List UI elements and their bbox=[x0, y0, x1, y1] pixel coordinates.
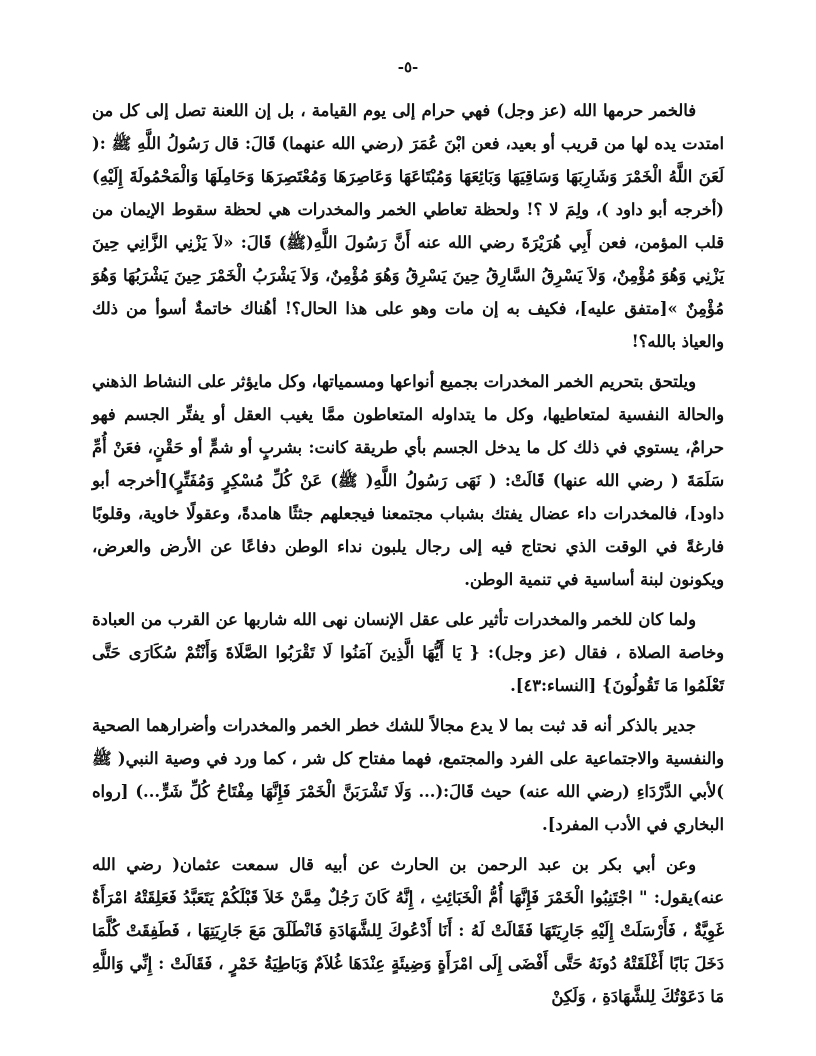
body-text bbox=[92, 94, 724, 1013]
page-number: -٥- bbox=[397, 58, 419, 76]
paragraph-1: فالخمر حرمها الله (عز وجل) فهي حرام إلى يوم القيامة ، بل إن اللعنة تصل إلى كل من امتدت يده لها من قريب أو بعيد، فعن ابْنَ عُمَرَ (رضي الله عنهما) قَالَ: قال رَسُولُ اللَّهِ ﷺ :( لَعَنَ اللَّهُ الْخَمْرَ وَشَارِبَهَا وَسَاقِيَهَا وَبَائِعَهَا وَمُبْتَاعَهَا وَعَاصِرَهَا وَمُعْتَصِرَهَا وَحَامِلَهَا وَالْمَحْمُولَةَ إِلَيْهِ)(أخرجه أبو داود )، ولِمَ لا ؟! ولحظة تعاطي الخمر والمخدرات هي لحظة سقوط الإيمان من قلب المؤمن، فعن أَبِي هُرَيْرَةَ رضي الله عنه أَنَّ رَسُولَ اللَّهِ(ﷺ) قَالَ: «لاَ يَزْنِي الزَّانِي حِينَ يَزْنِي وَهُوَ مُؤْمِنٌ، وَلاَ يَسْرِقُ السَّارِقُ حِينَ يَسْرِقُ وَهُوَ مُؤْمِنٌ، وَلاَ يَشْرَبُ الْخَمْرَ حِينَ يَشْرَبُهَا وَهُوَ مُؤْمِنٌ »[متفق عليه]، فكيف به إن مات وهو على هذا الحال؟! أهُناك خاتمةٌ أسوأ من ذلك والعياذ بالله؟! bbox=[92, 101, 724, 351]
paragraph-5: وعن أبي بكر بن عبد الرحمن بن الحارث عن أبيه قال سمعت عثمان( رضي الله عنه)يقول: " اجْتَنِبُوا الْخَمْرَ فَإِنَّهَا أُمُّ الْخَبَائِثِ ، إِنَّهُ كَانَ رَجُلٌ مِمَّنْ خَلاَ قَبْلَكُمْ يَتَعَبَّدُ فَعَلِقَتْهُ امْرَأَةٌ غَوِيَّةٌ ، فَأَرْسَلَتْ إِلَيْهِ جَارِيَتَهَا فَقَالَتْ لَهُ : أَنَا أَدْعُوكَ لِلشَّهَادَةِ فَانْطَلَقَ مَعَ جَارِيَتِهَا ، فَطَفِقَتْ كُلَّمَا دَخَلَ بَابًا أَغْلَقَتْهُ دُونَهُ حَتَّى أَفْضَى إِلَى امْرَأَةٍ وَضِيئَةٍ عِنْدَهَا غُلاَمٌ وَبَاطِيَةُ خَمْرٍ ، فَقَالَتْ : إِنِّي وَاللَّهِ مَا دَعَوْتُكَ لِلشَّهَادَةِ ، وَلَكِنْ bbox=[92, 855, 724, 1006]
paragraph-4: جدير بالذكر أنه قد ثبت بما لا يدع مجالاً للشك خطر الخمر والمخدرات وأضرارهما الصحية والنفسية والاجتماعية على الفرد والمجتمع، فهما مفتاح كل شر ، كما ورد في وصية النبي( ﷺ )لأبي الدَّرْدَاءِ (رضي الله عنه) حيث قَالَ:(... وَلَا تَشْرَبَنَّ الْخَمْرَ فَإِنَّهَا مِفْتَاحُ كُلِّ شَرٍّ...) [رواه البخاري في الأدب المفرد]. bbox=[92, 716, 724, 834]
paragraph-3: ولما كان للخمر والمخدرات تأثير على عقل الإنسان نهى الله شاربها عن القرب من العبادة وخاصة الصلاة ، فقال (عز وجل): { يَا أَيُّهَا الَّذِينَ آمَنُوا لَا تَقْرَبُوا الصَّلَاةَ وَأَنْتُمْ سُكَارَى حَتَّى تَعْلَمُوا مَا تَقُولُونَ} [النساء:٤٣]. bbox=[92, 610, 724, 695]
paragraph-2: ويلتحق بتحريم الخمر المخدرات بجميع أنواعها ومسمياتها، وكل مايؤثر على النشاط الذهني والحالة النفسية لمتعاطيها، وكل ما يتداوله المتعاطون ممَّا يغيب العقل أو يفتِّر الجسم فهو حرامٌ، يستوي في ذلك كل ما يدخل الجسم بأي طريقة كانت: بشربٍ أو شمٍّ أو حَقْنٍ، فعَنْ أُمِّ سَلَمَةَ ( رضي الله عنها) قَالَتْ: ( نَهَى رَسُولُ اللَّهِ( ﷺ) عَنْ كُلِّ مُسْكِرٍ وَمُفَتِّرٍ)[أخرجه أبو داود]، فالمخدرات داء عضال يفتك بشباب مجتمعنا فيجعلهم جثثًا هامدةً، وعقولًا خاوية، وقلوبًا فارغةً في الوقت الذي نحتاج فيه إلى رجال يلبون نداء الوطن دفاعًا عن الأرض والعرض، ويكونون لبنة أساسية في تنمية الوطن. bbox=[92, 372, 725, 589]
